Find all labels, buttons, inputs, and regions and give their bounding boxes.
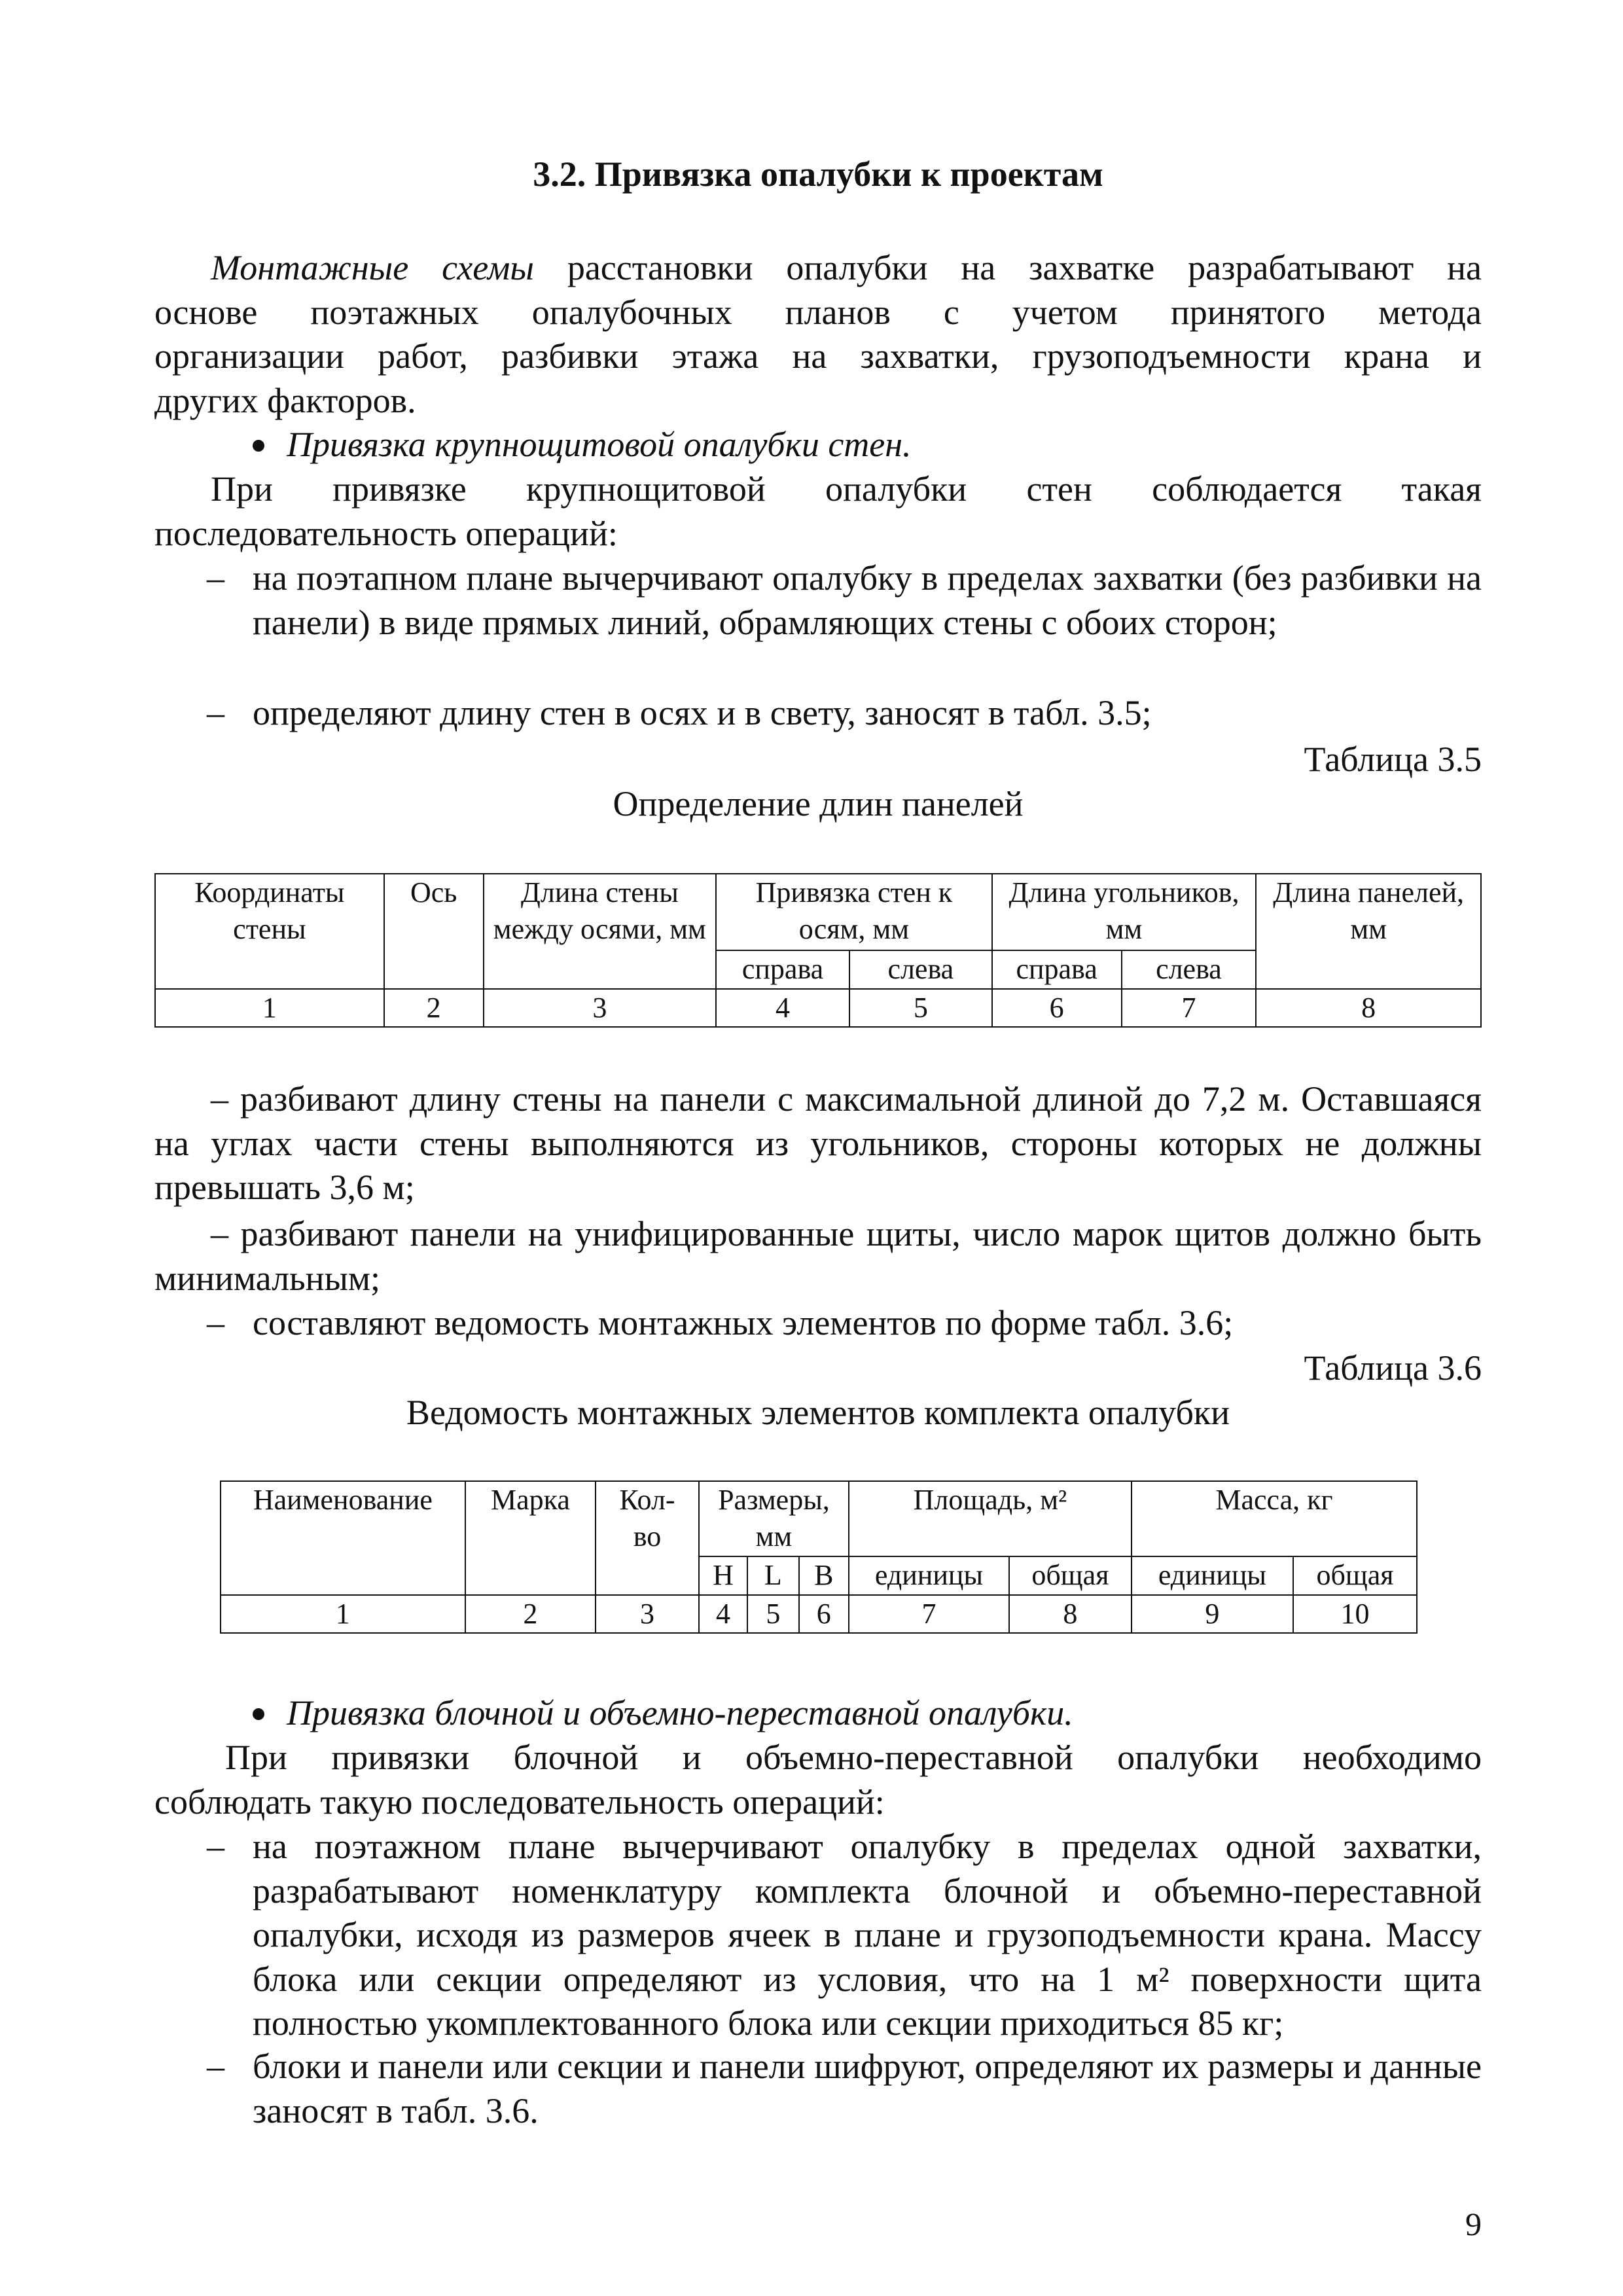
col-number: 8 (1009, 1595, 1132, 1633)
p1-line2: основе поэтажных опалубочных планов с учетом принятого метода (154, 292, 1482, 332)
header-panel-length: Длина панелей, мм (1256, 874, 1481, 989)
col-number: 5 (747, 1595, 798, 1633)
list-item (154, 556, 1482, 689)
bullet-large-panel (253, 423, 912, 467)
col-number: 2 (384, 989, 484, 1027)
paragraph-sequence-1 (154, 467, 1482, 556)
bullet-block-formwork (253, 1691, 1073, 1736)
header-binding: Привязка стен к осям, мм (716, 874, 992, 950)
dash-marker: – (207, 1827, 224, 1866)
bullet-dot-icon (253, 440, 264, 452)
p2-line1: При привязке крупнощитовой опалубки стен соблюдается такая (211, 469, 1482, 509)
paragraph-sequence-2 (154, 1736, 1482, 1824)
p1-line3: организации работ, разбивки этажа на захватки, грузоподъемности крана и (154, 336, 1482, 376)
col-number: 10 (1293, 1595, 1417, 1633)
sub-right: справа (716, 950, 849, 989)
p1-line1-rest: расстановки опалубки на захватке разрабатывают на (567, 248, 1482, 287)
p1-line4: других факторов. (154, 380, 416, 420)
list-item (154, 691, 1482, 736)
dash-marker: – (207, 558, 224, 598)
p2-line2: последовательность операций: (154, 513, 618, 553)
sub-right: справа (992, 950, 1122, 989)
col-number: 4 (699, 1595, 747, 1633)
list-item (154, 2045, 1482, 2134)
col-number: 5 (849, 989, 992, 1027)
col-number: 8 (1256, 989, 1481, 1027)
page-number: 9 (1465, 2206, 1482, 2242)
dash-marker: – (207, 2047, 224, 2086)
p1-line1 (154, 246, 1482, 291)
list-item (154, 1825, 1482, 2046)
dash-marker: – (207, 1303, 224, 1342)
header-area: Площадь, м² (849, 1481, 1132, 1556)
header-coord: Координаты стены (155, 874, 384, 989)
sub-left: слева (1122, 950, 1257, 989)
sub-l: L (747, 1556, 798, 1595)
table-3-6-caption: Ведомость монтажных элементов комплекта опалубки (406, 1393, 1230, 1432)
sub-b: B (799, 1556, 849, 1595)
col-number: 9 (1132, 1595, 1293, 1633)
table-3-6-label: Таблица 3.6 (1304, 1348, 1482, 1388)
table-3-6 (220, 1480, 1418, 1634)
list-item-text: блоки и панели или секции и панели шифруют, определяют их размеры и данные заносят в табл. 3.6. (253, 2047, 1482, 2130)
col-number: 4 (716, 989, 849, 1027)
col-number: 1 (155, 989, 384, 1027)
list-item-text: на поэтапном плане вычерчивают опалубку в пределах захватки (без разбивки на панели) в виде прямых линий, обрамляющих стены с обоих сторон; (253, 558, 1482, 642)
header-mark: Марка (465, 1481, 596, 1595)
header-name: Наименование (221, 1481, 465, 1595)
sub-unit: единицы (1132, 1556, 1293, 1595)
header-axis: Ось (384, 874, 484, 989)
col-number: 1 (221, 1595, 465, 1633)
bullet1-text: Привязка крупнощитовой опалубки стен. (287, 425, 912, 464)
sub-unit: единицы (849, 1556, 1009, 1595)
list-item-text: определяют длину стен в осях и в свету, заносят в табл. 3.5; (253, 693, 1152, 732)
list-item-text: на поэтажном плане вычерчивают опалубку в пределах одной захватки, разрабатывают номенклатуру комплекта блочной и объемно-переставной опалубки, исходя из размеров ячеек в плане и грузоподъемности крана. Массу блока или секции определяют из условия, что на 1 м² поверхности щита полностью укомплектованного блока или секции приходиться 85 кг; (253, 1827, 1482, 2043)
sub-total: общая (1293, 1556, 1417, 1595)
list-item (154, 1301, 1482, 1346)
table-3-5-caption: Определение длин панелей (613, 784, 1024, 823)
table-row (155, 989, 1481, 1027)
list-item (154, 1077, 1482, 1210)
list-item-text: – разбивают панели на унифицированные щиты, число марок щитов должно быть минимальным; (154, 1214, 1482, 1298)
p3-line2: соблюдать такую последовательность операций: (154, 1782, 885, 1821)
table-row (221, 1595, 1417, 1633)
sub-total: общая (1009, 1556, 1132, 1595)
col-number: 7 (849, 1595, 1009, 1633)
table-3-5-label: Таблица 3.5 (1304, 740, 1482, 779)
list-item-text: составляют ведомость монтажных элементов по форме табл. 3.6; (253, 1303, 1234, 1342)
table-3-5 (154, 873, 1482, 1028)
header-mass: Масса, кг (1132, 1481, 1417, 1556)
sub-h: H (699, 1556, 747, 1595)
dash-marker: – (207, 693, 224, 732)
section-heading: 3.2. Привязка опалубки к проектам (533, 154, 1103, 194)
header-length: Длина стены между осями, мм (484, 874, 717, 989)
bullet2-text: Привязка блочной и объемно-переставной опалубки. (287, 1693, 1073, 1732)
bullet-dot-icon (253, 1708, 264, 1720)
col-number: 3 (596, 1595, 699, 1633)
col-number: 6 (992, 989, 1122, 1027)
dash-marker: – (211, 1214, 228, 1253)
col-number: 2 (465, 1595, 596, 1633)
sub-left: слева (849, 950, 992, 989)
p1-lead-italic: Монтажные схемы (211, 248, 534, 287)
col-number: 6 (799, 1595, 849, 1633)
dash-marker: – (211, 1079, 228, 1119)
p3-line1: При привязки блочной и объемно-переставной опалубки необходимо (225, 1738, 1482, 1777)
header-angles: Длина угольников, мм (992, 874, 1257, 950)
list-item (154, 1212, 1482, 1300)
paragraph-montage-schemes (154, 246, 1482, 423)
col-number: 3 (484, 989, 717, 1027)
header-sizes: Размеры, мм (699, 1481, 849, 1556)
list-item-text: – разбивают длину стены на панели с максимальной длиной до 7,2 м. Оставшаяся на углах части стены выполняются из угольников, стороны которых не должны превышать 3,6 м; (154, 1079, 1482, 1207)
header-quantity: Кол-во (596, 1481, 699, 1595)
col-number: 7 (1122, 989, 1257, 1027)
